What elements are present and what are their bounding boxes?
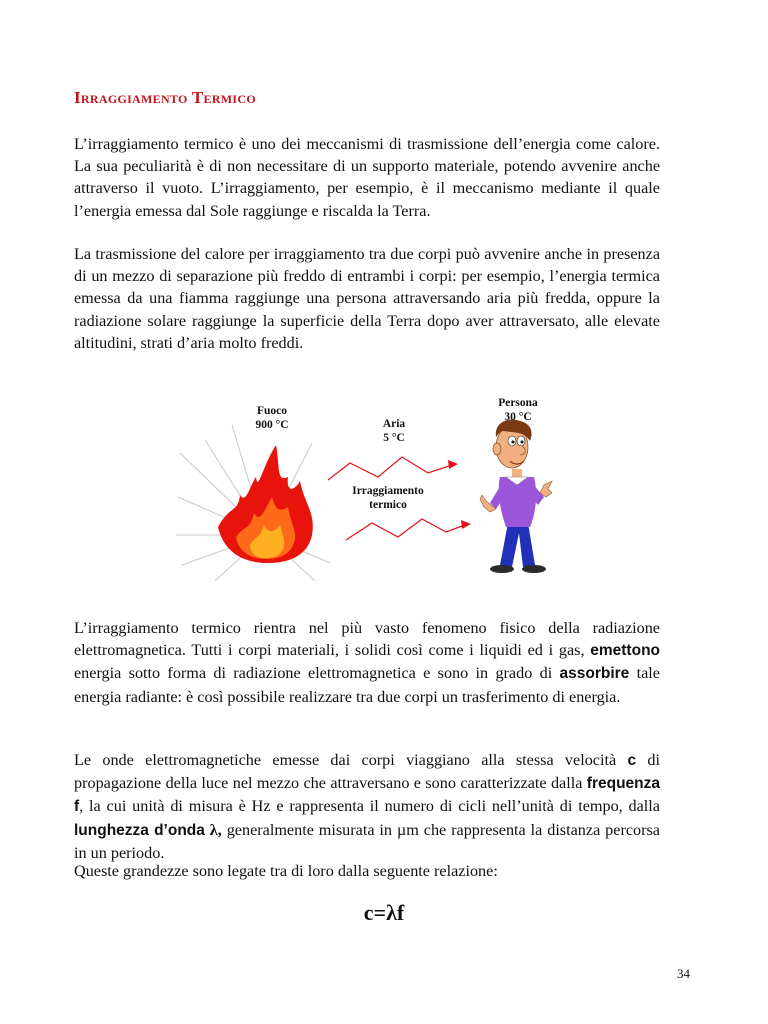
radiation-label-line-1: Irraggiamento (352, 485, 424, 497)
intro-paragraph-2: La trasmissione del calore per irraggiamento tra due corpi può avvenire anche in presenza di un mezzo di separazione più freddo di entrambi i corpi: per esempio, l’energia termica emessa da una fiamma raggiunge una persona attraversando aria più fredda, oppure la radiazione solare raggiunge la superficie della Terra dopo aver attraversato, alle elevate altitudini, strati d’aria molto freddi. (74, 245, 660, 352)
body-p2-text-b: di propagazione della luce nel mezzo che attraversano e sono caratterizzate dalla (74, 751, 660, 793)
fire-label (240, 404, 304, 432)
person-label-temp: 30 °C (504, 411, 532, 423)
page-title: Irraggiamento Termico (74, 88, 256, 107)
body-paragraph-1 (74, 617, 660, 708)
body-paragraph-3: Queste grandezze sono legate tra di loro dalla seguente relazione: (74, 862, 498, 880)
symbol-lambda: λ, (204, 820, 222, 839)
person-icon (480, 420, 552, 573)
air-label-temp: 5 °C (383, 432, 405, 444)
person-label (484, 396, 552, 424)
body-p1-text-a: L’irraggiamento termico rientra nel più vasto fenomeno fisico della radiazione elettromagnetica. Tutti i corpi materiali, i solidi così come i liquidi ed i gas, (74, 619, 660, 660)
body-p1-text-b: energia sotto forma di radiazione elettromagnetica e sono in grado di (74, 664, 560, 683)
radiation-label-line-2: termico (369, 499, 407, 511)
term-frequenza: frequenza f (74, 775, 660, 816)
person-label-name: Persona (498, 397, 538, 409)
page-number: 34 (677, 966, 690, 981)
body-paragraph-2 (74, 749, 660, 864)
air-label-name: Aria (382, 418, 406, 430)
symbol-c: c (627, 752, 637, 769)
body-p2-text-a: Le onde elettromagnetiche emesse dai corpi viaggiano alla stessa velocità (74, 751, 628, 769)
body-p2-text-e: generalmente misurata in µm che rappresenta la distanza percorsa in un periodo. (74, 820, 660, 862)
fire-label-name: Fuoco (256, 405, 288, 417)
intro-paragraph-1: L’irraggiamento termico è uno dei meccanismi di trasmissione dell’energia come calore. La sua peculiarità è di non necessitare di un supporto materiale, potendo avvenire anche attraverso il vuoto. L’irraggiamento, per esempio, è il meccanismo mediante il quale l’energia emessa dal Sole raggiunge e riscalda la Terra. (74, 135, 660, 220)
term-assorbire: assorbire (559, 665, 630, 683)
radiation-label (338, 484, 438, 512)
fire-label-temp: 900 °C (255, 419, 289, 431)
air-label (358, 417, 430, 445)
term-lunghezza-onda: lunghezza d’onda (74, 821, 205, 839)
formula: c=λf (363, 900, 405, 925)
radiation-figure (0, 385, 768, 585)
term-emettono: emettono (590, 642, 660, 660)
body-p1-text-c: tale energia radiante: è così possibile realizzare tra due corpi un trasferimento di energia. (74, 664, 660, 706)
body-p2-text-d: , la cui unità di misura è Hz e rappresenta il numero di cicli nell’unità di tempo, dalla (79, 797, 660, 816)
